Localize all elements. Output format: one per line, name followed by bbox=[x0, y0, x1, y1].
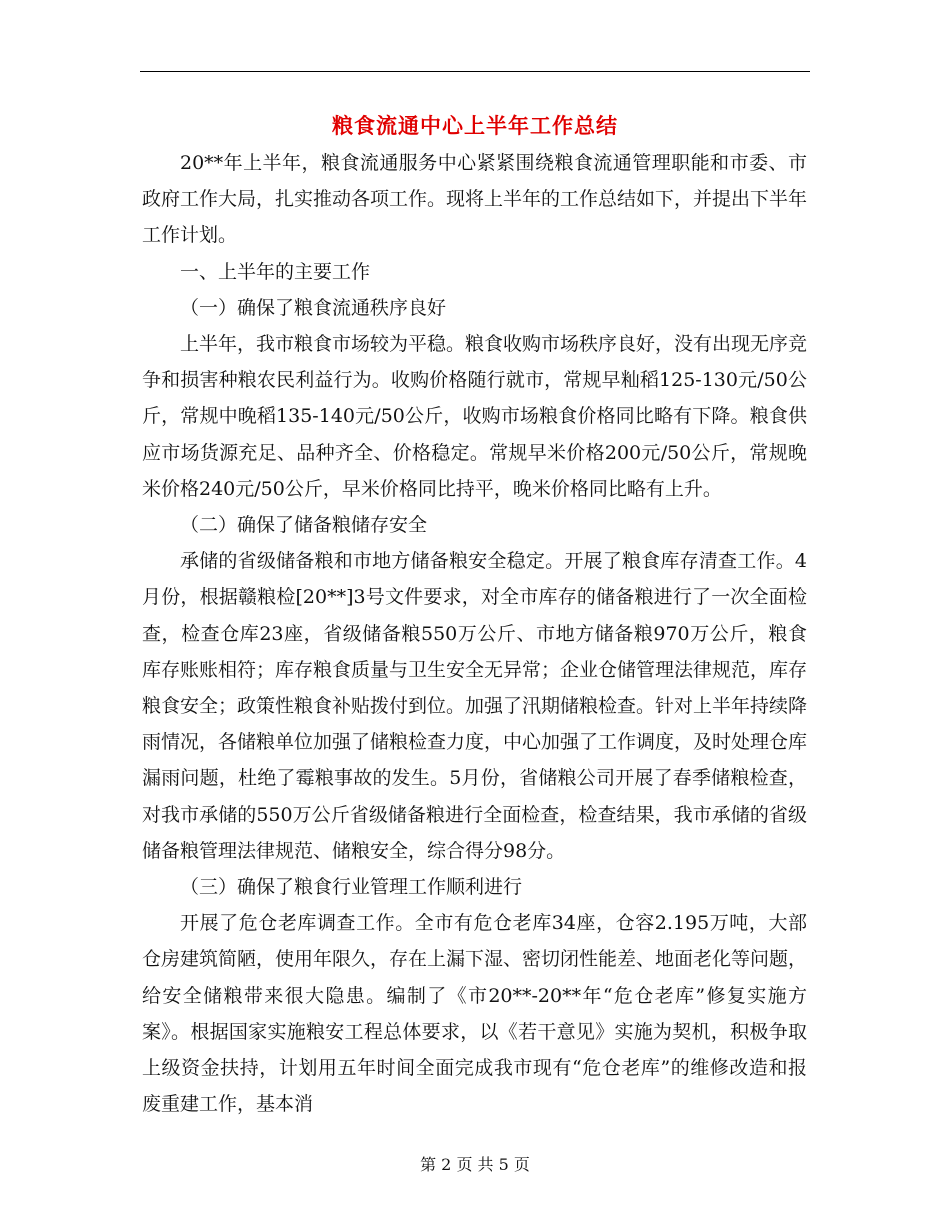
body-paragraph-storage: 承储的省级储备粮和市地方储备粮安全稳定。开展了粮食库存清查工作。4月份，根据赣粮检[20**]3号文件要求，对全市库存的储备粮进行了一次全面检查，检查仓库23座，省级储备粮550万公斤、市地方储备粮970万公斤，粮食库存账账相符；库存粮食质量与卫生安全无异常；企业仓储管理法律规范，库存粮食安全；政策性粮食补贴拨付到位。加强了汛期储粮检查。针对上半年持续降雨情况，各储粮单位加强了储粮检查力度，中心加强了工作调度，及时处理仓库漏雨问题，杜绝了霉粮事故的发生。5月份，省储粮公司开展了春季储粮检查，对我市承储的550万公斤省级储备粮进行全面检查，检查结果，我市承储的省级储备粮管理法律规范、储粮安全，综合得分98分。 bbox=[142, 550, 808, 862]
body-paragraph-market: 上半年，我市粮食市场较为平稳。粮食收购市场秩序良好，没有出现无序竞争和损害种粮农民利益行为。收购价格随行就市，常规早籼稻125-130元/50公斤，常规中晚稻135-140元/50公斤，收购市场粮食价格同比略有下降。粮食供应市场货源充足、品种齐全、价格稳定。常规早米价格200元/50公斤，常规晚米价格240元/50公斤，早米价格同比持平，晚米价格同比略有上升。 bbox=[142, 333, 808, 500]
subsection-heading-3: （三）确保了粮食行业管理工作顺利进行 bbox=[180, 876, 523, 899]
document-body bbox=[142, 145, 807, 1122]
document-title: 粮食流通中心上半年工作总结 bbox=[332, 114, 618, 138]
subsection-heading-2: （二）确保了储备粮储存安全 bbox=[180, 514, 428, 537]
subsection-heading-1: （一）确保了粮食流通秩序良好 bbox=[180, 296, 447, 319]
page-number-label: 第 2 页 共 5 页 bbox=[420, 1155, 530, 1174]
body-paragraph-warehouse: 开展了危仓老库调查工作。全市有危仓老库34座，仓容2.195万吨，大部仓房建筑简陋，使用年限久，存在上漏下湿、密切闭性能差、地面老化等问题，给安全储粮带来很大隐患。编制了《市20**-20**年“危仓老库”修复实施方案》。根据国家实施粮安工程总体要求，以《若干意见》实施为契机，积极争取上级资金扶持，计划用五年时间全面完成我市现有“危仓老库”的维修改造和报废重建工作，基本消 bbox=[142, 912, 808, 1116]
section-heading-main-work: 一、上半年的主要工作 bbox=[180, 260, 371, 283]
page-footer bbox=[0, 1153, 950, 1177]
intro-paragraph: 20**年上半年，粮食流通服务中心紧紧围绕粮食流通管理职能和市委、市政府工作大局，扎实推动各项工作。现将上半年的工作总结如下，并提出下半年工作计划。 bbox=[142, 152, 808, 247]
header-rule bbox=[140, 71, 810, 72]
